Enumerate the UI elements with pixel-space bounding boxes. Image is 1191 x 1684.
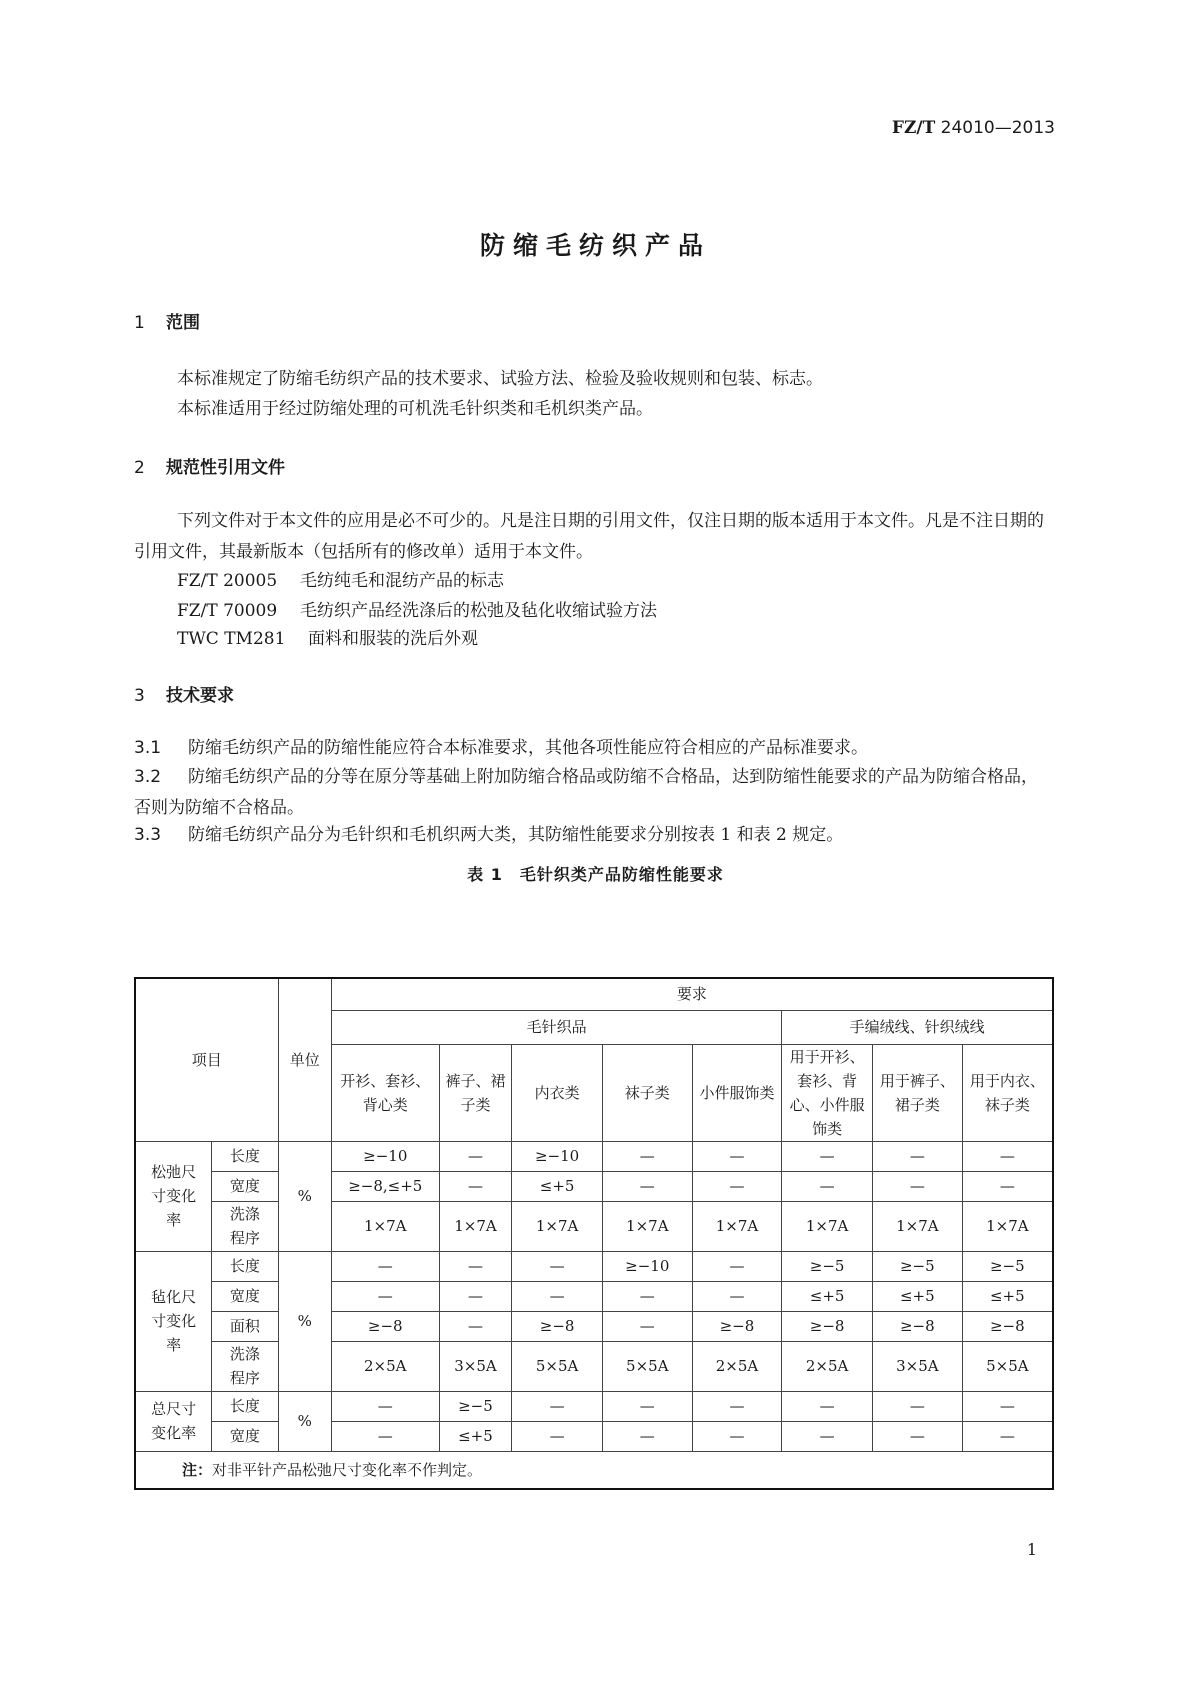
header-item: 项目	[135, 978, 278, 1141]
header-col: 开衫、套衫、背心类	[331, 1044, 439, 1141]
row-label: 面积	[212, 1311, 278, 1341]
header-col: 裤子、裙子类	[439, 1044, 512, 1141]
table-cell: ≥−5	[439, 1391, 512, 1421]
table-cell: ≥−8	[512, 1311, 603, 1341]
table-cell: —	[602, 1141, 692, 1171]
table-caption: 表 1 毛针织类产品防缩性能要求	[467, 865, 724, 884]
row-unit: %	[278, 1391, 331, 1451]
table-row	[135, 1171, 1053, 1201]
table-cell: 3×5A	[439, 1341, 512, 1391]
table-cell: —	[962, 1391, 1053, 1421]
clause-3-2: 3.2 防缩毛纺织产品的分等在原分等基础上附加防缩合格品或防缩不合格品，达到防缩性能要求的产品为防缩合格品，否则为防缩不合格品。	[134, 767, 1038, 818]
table-cell: —	[439, 1281, 512, 1311]
row-label: 洗涤程序	[212, 1201, 278, 1251]
table-cell: —	[873, 1141, 963, 1171]
table-cell: —	[873, 1421, 963, 1451]
table-cell: ≥−8	[873, 1311, 963, 1341]
table-cell: 1×7A	[439, 1201, 512, 1251]
row-group-label: 松弛尺寸变化率	[135, 1141, 212, 1251]
table-cell: ≥−8	[692, 1311, 782, 1341]
table-cell: —	[331, 1421, 439, 1451]
row-unit: %	[278, 1141, 331, 1251]
document-title: 防缩毛纺织产品	[479, 231, 711, 260]
section-1-heading: 1 范围	[134, 313, 200, 333]
table-cell: —	[962, 1421, 1053, 1451]
table-cell: —	[439, 1171, 512, 1201]
table-cell: —	[692, 1391, 782, 1421]
table-cell: 1×7A	[331, 1201, 439, 1251]
section-1-para-1: 本标准规定了防缩毛纺织产品的技术要求、试验方法、检验及验收规则和包装、标志。	[177, 369, 823, 389]
header-group-yarn: 手编绒线、针织绒线	[782, 1010, 1053, 1044]
row-group-label: 总尺寸变化率	[135, 1391, 212, 1451]
table-cell: —	[512, 1281, 603, 1311]
table-cell: 5×5A	[512, 1341, 603, 1391]
table-cell: ≥−10	[512, 1141, 603, 1171]
table-cell: —	[962, 1141, 1053, 1171]
table-cell: —	[602, 1391, 692, 1421]
table-cell: ≥−5	[782, 1251, 873, 1281]
row-label: 长度	[212, 1251, 278, 1281]
page-number: 1	[1026, 1540, 1037, 1559]
shrink-resistance-table	[134, 977, 1054, 1490]
table-cell: 5×5A	[962, 1341, 1053, 1391]
table-row	[135, 1391, 1053, 1421]
table-cell: —	[782, 1421, 873, 1451]
standard-number: 24010—2013	[940, 118, 1055, 138]
clause-3-1: 3.1 防缩毛纺织产品的防缩性能应符合本标准要求，其他各项性能应符合相应的产品标准要求。	[134, 738, 868, 758]
table-cell: —	[692, 1171, 782, 1201]
header-col: 用于裤子、裙子类	[873, 1044, 963, 1141]
table-note: 注：对非平针产品松弛尺寸变化率不作判定。	[135, 1451, 1053, 1489]
table-cell: 1×7A	[692, 1201, 782, 1251]
table-cell: 1×7A	[512, 1201, 603, 1251]
table-row	[135, 1341, 1053, 1391]
row-label: 宽度	[212, 1281, 278, 1311]
table-cell: 1×7A	[782, 1201, 873, 1251]
table-cell: ≥−10	[602, 1251, 692, 1281]
table-cell: —	[331, 1251, 439, 1281]
row-label: 长度	[212, 1141, 278, 1171]
header-col: 用于内衣、袜子类	[962, 1044, 1053, 1141]
table-cell: —	[331, 1281, 439, 1311]
table-cell: 2×5A	[331, 1341, 439, 1391]
table-row	[135, 1281, 1053, 1311]
table-cell: —	[602, 1311, 692, 1341]
table-cell: —	[439, 1141, 512, 1171]
table-cell: —	[692, 1421, 782, 1451]
table-cell: —	[602, 1421, 692, 1451]
header-group-knitwear: 毛针织品	[331, 1010, 781, 1044]
standard-prefix: FZ/T	[891, 118, 936, 138]
table-cell: ≥−8	[782, 1311, 873, 1341]
reference-item: FZ/T 70009 毛纺织产品经洗涤后的松弛及毡化收缩试验方法	[177, 601, 657, 621]
header-col: 内衣类	[512, 1044, 603, 1141]
table-cell: ≥−5	[962, 1251, 1053, 1281]
table-cell: ≥−5	[873, 1251, 963, 1281]
table-cell: —	[512, 1421, 603, 1451]
section-2-para: 下列文件对于本文件的应用是必不可少的。凡是注日期的引用文件，仅注日期的版本适用于本文件。凡是不注日期的引用文件，其最新版本（包括所有的修改单）适用于本文件。	[134, 511, 1044, 562]
table-row	[135, 1311, 1053, 1341]
table-cell: —	[512, 1251, 603, 1281]
table-cell: —	[439, 1251, 512, 1281]
section-3-heading: 3 技术要求	[134, 686, 234, 706]
table-row	[135, 1251, 1053, 1281]
table-cell: ≤+5	[873, 1281, 963, 1311]
row-unit: %	[278, 1251, 331, 1391]
table-cell: —	[692, 1251, 782, 1281]
table-cell: 2×5A	[692, 1341, 782, 1391]
table-cell: —	[602, 1281, 692, 1311]
header-requirement: 要求	[331, 978, 1053, 1010]
header-unit: 单位	[278, 978, 331, 1141]
table-cell: ≥−8	[331, 1311, 439, 1341]
table-row	[135, 1201, 1053, 1251]
table-cell: —	[512, 1391, 603, 1421]
table-cell: 1×7A	[602, 1201, 692, 1251]
row-label: 洗涤程序	[212, 1341, 278, 1391]
table-cell: —	[873, 1171, 963, 1201]
reference-item: FZ/T 20005 毛纺纯毛和混纺产品的标志	[177, 571, 504, 591]
table-cell: —	[873, 1391, 963, 1421]
row-label: 长度	[212, 1391, 278, 1421]
standard-code	[892, 118, 1055, 138]
table-cell: ≤+5	[512, 1171, 603, 1201]
table-cell: —	[692, 1281, 782, 1311]
section-2-heading: 2 规范性引用文件	[134, 458, 285, 478]
reference-item: TWC TM281 面料和服装的洗后外观	[177, 629, 478, 649]
table-cell: 1×7A	[873, 1201, 963, 1251]
table-cell: —	[439, 1311, 512, 1341]
table-cell: 2×5A	[782, 1341, 873, 1391]
table-cell: 5×5A	[602, 1341, 692, 1391]
section-1-para-2: 本标准适用于经过防缩处理的可机洗毛针织类和毛机织类产品。	[177, 399, 653, 419]
row-label: 宽度	[212, 1171, 278, 1201]
table-cell: 1×7A	[962, 1201, 1053, 1251]
table-cell: ≥−10	[331, 1141, 439, 1171]
header-col: 小件服饰类	[692, 1044, 782, 1141]
table-cell: ≥−8	[962, 1311, 1053, 1341]
table-cell: ≥−8,≤+5	[331, 1171, 439, 1201]
table-cell: —	[782, 1171, 873, 1201]
row-label: 宽度	[212, 1421, 278, 1451]
header-col: 袜子类	[602, 1044, 692, 1141]
table-cell: —	[602, 1171, 692, 1201]
table-row	[135, 1141, 1053, 1171]
table-cell: —	[331, 1391, 439, 1421]
table-cell: ≤+5	[439, 1421, 512, 1451]
table-cell: —	[692, 1141, 782, 1171]
table-cell: 3×5A	[873, 1341, 963, 1391]
clause-3-3: 3.3 防缩毛纺织产品分为毛针织和毛机织两大类，其防缩性能要求分别按表 1 和表 2 规定。	[134, 825, 844, 845]
header-col: 用于开衫、套衫、背心、小件服饰类	[782, 1044, 873, 1141]
table-cell: ≤+5	[962, 1281, 1053, 1311]
table-cell: —	[962, 1171, 1053, 1201]
table-cell: —	[782, 1141, 873, 1171]
table-cell: ≤+5	[782, 1281, 873, 1311]
table-row	[135, 1421, 1053, 1451]
row-group-label: 毡化尺寸变化率	[135, 1251, 212, 1391]
table-cell: —	[782, 1391, 873, 1421]
